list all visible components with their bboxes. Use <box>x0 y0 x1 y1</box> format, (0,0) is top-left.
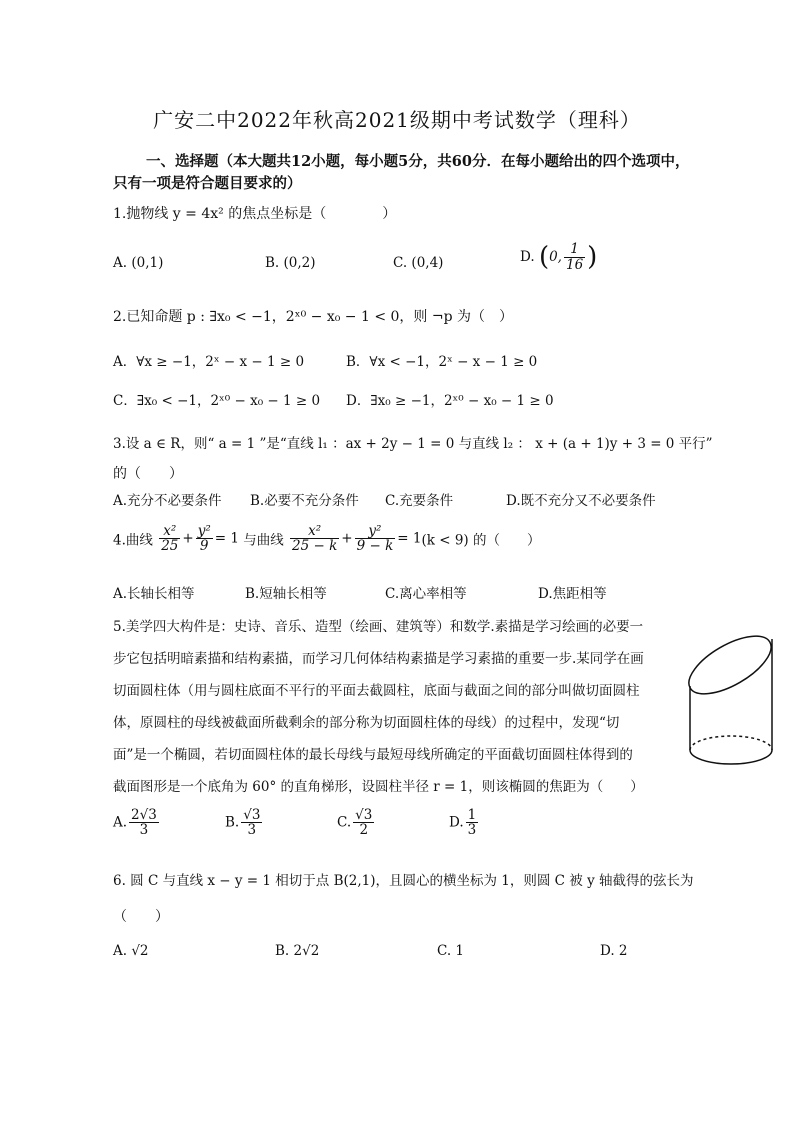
cut-ellipse <box>680 625 780 706</box>
question-3-stem-line1: 3.设 a ∈ R，则“ a = 1 ”是“直线 l₁ ：ax + 2y − 1 = 0 与直线 l₂ ： x + (a + 1)y + 3 = 0 平行” <box>113 436 713 452</box>
q5-c-numerator: √3 <box>355 807 373 823</box>
question-2-option-b: B．∀x < −1，2ˣ − x − 1 ≥ 0 <box>346 354 538 370</box>
question-6-option-b: B. 2√2 <box>275 943 320 959</box>
eq2-term2-numerator: y² <box>355 524 396 539</box>
question-5-line3: 切面圆柱体（用与圆柱底面不平行的平面去截圆柱，底面与截面之间的部分叫做切面圆柱 <box>113 683 640 699</box>
q5-a-denominator: 3 <box>139 822 149 839</box>
eq2-term2-denominator: 9 − k <box>356 538 394 555</box>
base-front-arc <box>690 750 772 764</box>
question-5-option-b <box>225 808 264 837</box>
question-6-stem-line2: （ ） <box>113 909 169 925</box>
q5-c-denominator: 2 <box>359 822 369 839</box>
page-title: 广安二中2022年秋高2021级期中考试数学（理科） <box>153 108 641 132</box>
eq2-term1-numerator: x² <box>290 524 339 539</box>
question-1-option-d: D. (0, $\frac{1}{16}$ ) <box>520 241 598 273</box>
q5-b-numerator: √3 <box>243 807 261 823</box>
eq1-term2-numerator: y² <box>197 523 211 539</box>
section-header-line1: 一、选择题（本大题共12小题，每小题5分，共60分．在每小题给出的四个选项中， <box>146 153 690 170</box>
question-2-option-a: A．∀x ≥ −1，2ˣ − x − 1 ≥ 0 <box>113 354 305 370</box>
question-5-line2: 步它包括明暗素描和结构素描，而学习几何体结构素描是学习素描的重要一步.某同学在画 <box>113 651 644 667</box>
question-1-option-d-denominator: 16 <box>565 256 584 273</box>
cut-cylinder-figure <box>680 615 785 785</box>
eq1-rhs: = 1 <box>214 530 239 547</box>
question-3-stem-line2: 的（ ） <box>113 466 183 482</box>
question-3-option-c: C.充要条件 <box>385 493 454 509</box>
question-1-option-d-prefix: 0, <box>549 249 562 265</box>
question-2-option-d: D．∃x₀ ≥ −1，2ˣ⁰ − x₀ − 1 ≥ 0 <box>346 393 554 409</box>
question-6-stem-line1: 6. 圆 C 与直线 x − y = 1 相切于点 B(2,1)，且圆心的横坐标为 1，则圆 C 被 y 轴截得的弦长为 <box>113 873 694 889</box>
question-4-stem: 4.曲线 $\frac{\text{x²}}{25}$ + $\frac{\text{y²}}{9}$ = 1 与曲线 $\frac{\text{x²}}{25 - k}$ + $\frac{\text{y²}}{9 - k}$ = 1(k < 9) 的（ ） <box>113 523 541 555</box>
question-6-option-c: C. 1 <box>437 943 465 959</box>
q5-b-label: B. <box>225 814 240 831</box>
question-4-option-b: B.短轴长相等 <box>245 586 327 602</box>
eq1-term1-denominator: 25 <box>161 538 179 555</box>
question-4-option-c: C.离心率相等 <box>385 586 467 602</box>
question-3-option-d: D.既不充分又不必要条件 <box>506 493 656 509</box>
question-1-option-b: B. (0,2) <box>265 255 316 271</box>
question-5-line5: 面”是一个椭圆，若切面圆柱体的最长母线与最短母线所确定的平面截切面圆柱体得到的 <box>113 747 633 763</box>
question-5-line1: 5.美学四大构件是：史诗、音乐、造型（绘画、建筑等）和数学.素描是学习绘画的必要一 <box>113 619 644 635</box>
question-4-suffix: (k < 9) 的（ ） <box>421 532 541 549</box>
question-2-option-c: C．∃x₀ < −1，2ˣ⁰ − x₀ − 1 ≥ 0 <box>113 393 321 409</box>
question-4-mid: 与曲线 <box>243 532 284 549</box>
eq2-rhs: = 1 <box>397 530 422 547</box>
q5-d-denominator: 3 <box>467 822 477 839</box>
question-5-option-a <box>113 808 161 837</box>
question-1-option-d-numerator: 1 <box>564 242 585 257</box>
question-3-option-b: B.必要不充分条件 <box>250 493 359 509</box>
question-1-option-a: A. (0,1) <box>113 255 164 271</box>
eq2-term1-denominator: 25 − k <box>292 538 338 555</box>
base-back-arc <box>690 736 772 750</box>
question-1-option-c: C. (0,4) <box>393 255 444 271</box>
question-5-line4: 体，原圆柱的母线被截面所截剩余的部分称为切面圆柱体的母线）的过程中，发现“切 <box>113 715 620 731</box>
question-2-stem: 2.已知命题 p : ∃x₀ < −1，2ˣ⁰ − x₀ − 1 < 0，则 ¬p 为（ ） <box>113 309 514 325</box>
question-4-prefix: 4.曲线 <box>113 532 153 549</box>
question-6-option-a: A. √2 <box>113 943 149 959</box>
question-5-line6: 截面图形是一个底角为 60° 的直角梯形，设圆柱半径 r = 1，则该椭圆的焦距为（ ） <box>113 779 644 795</box>
question-1-stem: 1.抛物线 y = 4x² 的焦点坐标是（ ） <box>113 206 397 222</box>
q5-a-numerator: 2√3 <box>131 807 157 823</box>
question-6-option-d: D. 2 <box>600 943 628 959</box>
question-4-option-a: A.长轴长相等 <box>113 586 195 602</box>
q5-d-label: D. <box>449 814 464 831</box>
question-1-option-d-label: D. <box>520 249 535 265</box>
question-3-option-a: A.充分不必要条件 <box>113 493 222 509</box>
eq1-term2-denominator: 9 <box>199 538 209 555</box>
q5-b-denominator: 3 <box>247 822 257 839</box>
section-header-line2: 只有一项是符合题目要求的） <box>113 175 302 192</box>
question-5-option-c <box>337 808 376 837</box>
q5-a-label: A. <box>113 814 128 831</box>
question-5-option-d <box>449 808 480 837</box>
eq1-term1-numerator: x² <box>159 524 180 539</box>
q5-c-label: C. <box>337 814 352 831</box>
q5-d-numerator: 1 <box>467 807 477 823</box>
question-4-option-d: D.焦距相等 <box>538 586 607 602</box>
